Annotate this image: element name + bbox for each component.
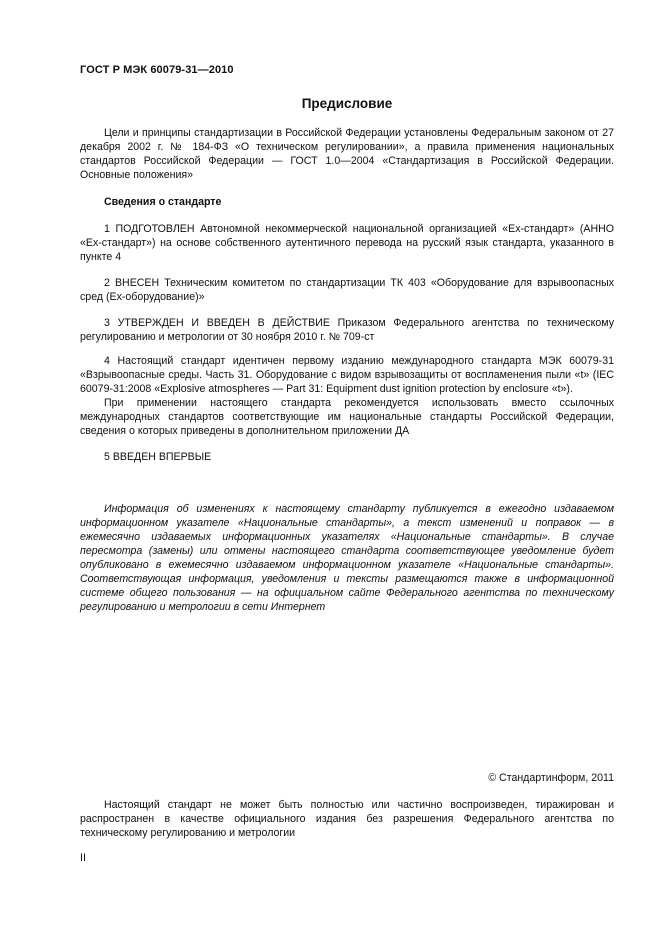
restriction-paragraph: Настоящий стандарт не может быть полностью или частично воспроизведен, тиражирован и распространен в качестве официального издания без разрешения Федерального агентства по техническому регулированию и метрологии	[80, 799, 614, 839]
copyright-line: © Стандартинформ, 2011	[488, 772, 614, 784]
item-5-paragraph: 5 ВВЕДЕН ВПЕРВЫЕ	[104, 451, 212, 463]
restriction-block	[80, 798, 614, 840]
document-code-header: ГОСТ Р МЭК 60079-31—2010	[80, 64, 234, 76]
page-number: II	[80, 852, 86, 864]
item-1-block	[80, 222, 614, 264]
item-2-block	[80, 276, 614, 304]
item-3-paragraph: 3 УТВЕРЖДЕН И ВВЕДЕН В ДЕЙСТВИЕ Приказом Федерального агентства по техническому регулированию и метрологии от 30 ноября 2010 г. № 709-ст	[80, 317, 614, 343]
section-subtitle: Сведения о стандарте	[104, 196, 222, 208]
item-3-block	[80, 316, 614, 344]
intro-block	[80, 126, 614, 182]
notice-block	[80, 502, 614, 614]
item-4-block	[80, 354, 614, 438]
item-4-paragraph: 4 Настоящий стандарт идентичен первому изданию международного стандарта МЭК 60079-31 «Взрывоопасные среды. Часть 31. Оборудование с видом взрывозащиты от воспламенения пыли «t» (IEC 60079-31:2008 «Explosive atmospheres — Part 31: Equipment dust ignition protection by enclosure «t»).	[80, 355, 614, 395]
item-4-note-paragraph: При применении настоящего стандарта рекомендуется использовать вместо ссылочных международных стандартов соответствующие им национальные стандарты Российской Федерации, сведения о которых приведены в дополнительном приложении ДА	[80, 397, 614, 437]
intro-paragraph: Цели и принципы стандартизации в Российской Федерации установлены Федеральным законом от 27 декабря 2002 г. № 184-ФЗ «О техническом регулировании», а правила применения национальных стандартов Российской Федерации — ГОСТ 1.0—2004 «Стандартизация в Российской Федерации. Основные положения»	[80, 127, 614, 181]
item-5-block	[80, 450, 614, 464]
item-1-paragraph: 1 ПОДГОТОВЛЕН Автономной некоммерческой национальной организацией «Ех-стандарт» (АННО «Ех-стандарт») на основе собственного аутентичного перевода на русский язык стандарта, указанного в пункте 4	[80, 223, 614, 263]
page-title: Предисловие	[301, 96, 393, 111]
item-2-paragraph: 2 ВНЕСЕН Техническим комитетом по стандартизации ТК 403 «Оборудование для взрывоопасных сред (Ех-оборудование)»	[80, 277, 614, 303]
notice-paragraph: Информация об изменениях к настоящему стандарту публикуется в ежегодно издаваемом информационном указателе «Национальные стандарты», а текст изменений и поправок — в ежемесячно издаваемых информационных указателях «Национальные стандарты». В случае пересмотра (замены) или отмены настоящего стандарта соответствующее уведомление будет опубликовано в ежемесячно издаваемом информационном указателе «Национальные стандарты». Соответствующая информация, уведомления и тексты размещаются также в информационной системе общего пользования — на официальном сайте Федерального агентства по техническому регулированию и метрологии в сети Интернет	[80, 503, 614, 613]
